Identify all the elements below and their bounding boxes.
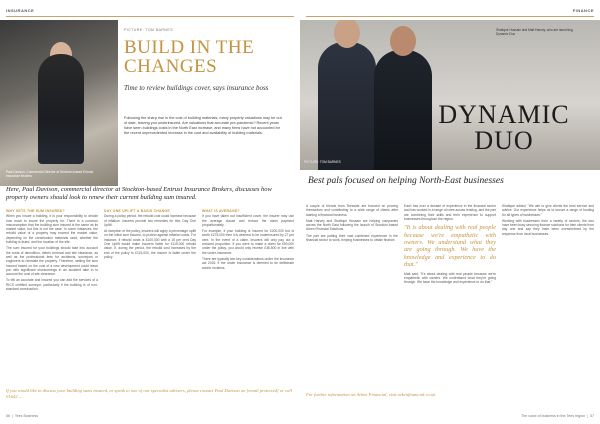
page-number: 56 bbox=[6, 414, 10, 418]
person-right-head bbox=[390, 26, 416, 56]
section-label: INSURANCE bbox=[6, 8, 35, 13]
deck: Time to review buildings cover, says insurance boss bbox=[124, 84, 269, 92]
page-footer: The voice of business in the Tees region | 57 bbox=[521, 414, 594, 418]
body-column bbox=[404, 204, 496, 382]
column-heading: WHY SETS THE SUM INSURED? bbox=[6, 209, 65, 213]
body-column bbox=[306, 204, 398, 382]
body-paragraph: Shafique added: "We aim to give clients the best service and advice. Our experience helps us to secure a range of funding for all types of businesses." bbox=[502, 204, 594, 217]
body-columns bbox=[6, 206, 294, 384]
body-paragraph: Working with businesses from a variety of sectors, the duo have been busy securing finance solutions for their clients from day one and say they have been overwhelmed by the response from local businesses. bbox=[502, 218, 594, 236]
person-left bbox=[318, 42, 376, 170]
photo-caption: Shafique Hussain and Matt Harvey, who are launching Dynamic Duo bbox=[496, 28, 573, 36]
body-paragraph: At inception of the policy, insurers will apply a percentage uplift on the initial sum insured, to protect against inflation costs. For instance, if rebuild costs is £100,000 with a 15 per cent Day One Uplift would make insurers liable for £115,000 rebuild value. If, during the period, the rebuild cost increases by the end of the policy to £115,000, the insurer is liable under the policy. bbox=[104, 229, 196, 259]
right-page bbox=[300, 0, 600, 424]
header-rule bbox=[6, 16, 294, 17]
photo-credit: PICTURE: TOM BARNES bbox=[124, 28, 174, 32]
body-column bbox=[202, 206, 294, 384]
body-column bbox=[502, 204, 594, 382]
column-heading: WHAT IS AVERAGE? bbox=[202, 209, 240, 213]
body-paragraph: The sum insured for your buildings should take into account the costs of demolition, debris removal and site clearance, as well as the professional fees for architects, surveyors or engineers to reinstate the property. Therefore, setting the sum insured based on the cost of a new development could leave you with significant shortcomings in an accident take in to account the cost of site clearance. bbox=[6, 246, 98, 277]
body-paragraph: There are typically two key considerations under the insurance act 2015: if the under insurance is deemed to be deliberate and/or reckless. bbox=[202, 256, 294, 270]
body-paragraph: A couple of friends from Teesside are focused on proving themselves and contributing to a wide range of clients after starting a financial business. bbox=[306, 204, 398, 217]
body-paragraph: When you insure a building, it is your responsibility to decide how much to insure the property for. There is a common misconception that the building sum insured is the same as its market value, but this is not the case. In some instances, the rebuild value of a property may exceed the market value, depending on the construction materials used, whether the building is listed, and the location of the site. bbox=[6, 214, 98, 245]
headline: BUILD IN THE CHANGES bbox=[124, 37, 255, 77]
body-column bbox=[104, 206, 196, 384]
pull-quote: "It is about dealing with real people because we're empathetic with owners. We understand what they are going through. We have the knowledge and experience to do that." bbox=[404, 224, 496, 269]
section-label: FINANCE bbox=[572, 8, 594, 13]
body-paragraph: Each has over a decade of experience in the financial sector and has worked in a range of roles across lending, and the pair are combining their skills and their experience to support businesses throughout the region. bbox=[404, 204, 497, 221]
body-paragraph: Matt said: "It's about dealing with real people because we're empathetic with owners. We understand what they're going through. We have the knowledge and experience to do that." bbox=[404, 271, 496, 285]
body-paragraph: If you have taken out insufficient cover, the insurer may use the average clause and reduce the claim payment proportionately. bbox=[202, 214, 294, 227]
portrait-photo bbox=[0, 20, 118, 186]
column-heading: DAY ONE UPLIFT & BASIS CHANGE bbox=[104, 209, 170, 213]
body-paragraph: The pair are putting their vast combined experience in the financial sector to work, helping businesses to obtain finance. bbox=[306, 233, 398, 243]
portrait-figure bbox=[38, 54, 84, 164]
magazine-name: Tees Business bbox=[14, 414, 39, 418]
contact-footnote: If you would like to discuss your building sums insured, or speak to one of our specialist advisers, please contact Paul Davison on [email protected] or call 01642 ... bbox=[6, 388, 292, 399]
info-footnote: For further information on Arken Financial, visit arkenfinancial.co.uk bbox=[306, 392, 436, 397]
page-number: 57 bbox=[590, 414, 594, 418]
person-left-head bbox=[334, 20, 360, 48]
intro-text: Following the sharp rise in the cost of building materials, many property valuations may be out of date, leaving you underinsured. Are valuations that accurate pre-pandemic? Recent years have seen buildings costs in the North East increase, and many firms have not accounted for the recent unprecedented increase in the cost and availability of building materials. bbox=[124, 116, 282, 135]
body-column bbox=[6, 206, 98, 384]
headline: DYNAMIC DUO bbox=[438, 100, 570, 155]
body-paragraph: For example, if your building is insured for £200,000 but is worth £275,000 then it is deemed to be underinsured by 27 per cent. In the event of a claim, insurers will only pay out a reduced proportion. If you were to make a claim for £50,000 under the policy, you would only receive £36,500 in line with the under-insurance. bbox=[202, 229, 294, 255]
body-columns bbox=[306, 204, 594, 382]
body-paragraph: Matt Harvey and Shafique Hussain are helping companies across the North East following the launch of Stockton-based Arken Financial Solutions. bbox=[306, 218, 398, 232]
body-paragraph: During a policy period, the rebuild cost could increase because of inflation. Insurers provide two remedies for this: Day One Uplift. bbox=[104, 214, 196, 227]
standfirst: Here, Paul Davison, commercial director at Stockton-based Entrust Insurance Brokers, discusses how property owners should look to renew their current building sum insured. bbox=[6, 186, 272, 201]
body-paragraph: To tell an accurate and insured you can add the services of a RICS certified surveyor, particularly if the building is of non-standard construction. bbox=[6, 278, 98, 292]
photo-caption: Paul Davison, Commercial Director at Stockton-based Entrust Insurance Brokers bbox=[6, 170, 94, 178]
page-footer: 56 | Tees Business bbox=[6, 414, 39, 418]
deck: Best pals focused on helping North-East businesses bbox=[308, 176, 504, 186]
header-rule bbox=[306, 16, 594, 17]
magazine-tagline: The voice of business in the Tees region bbox=[521, 414, 586, 418]
photo-credit: PICTURE: TOM BARNES bbox=[304, 160, 341, 164]
